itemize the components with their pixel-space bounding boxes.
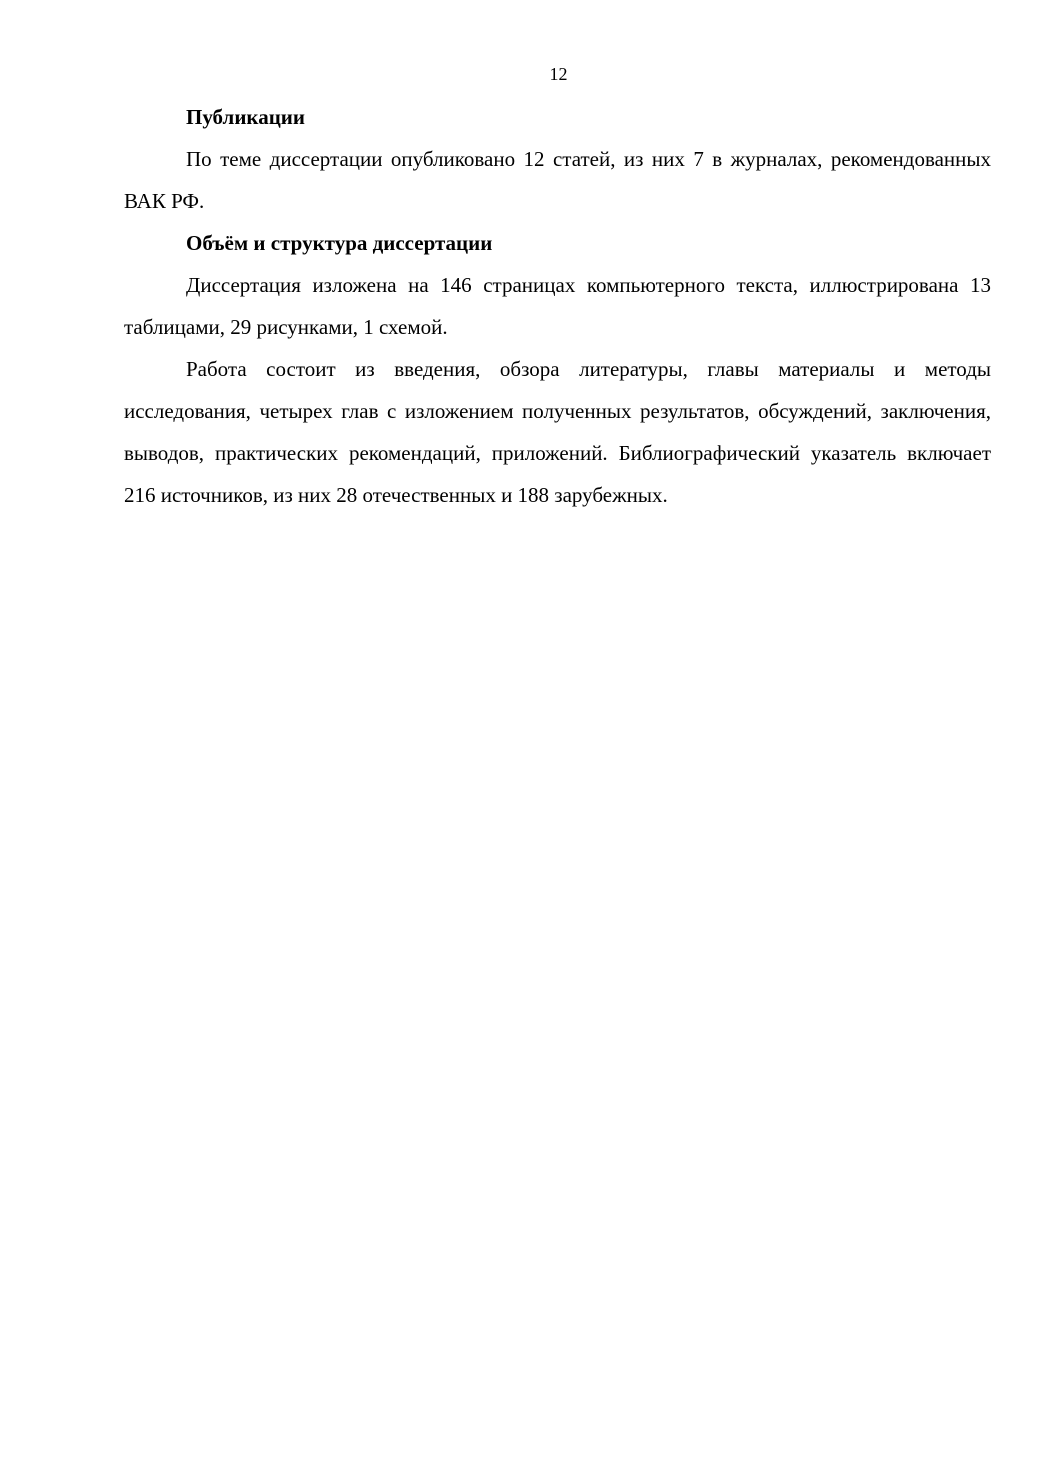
paragraph-volume: Диссертация изложена на 146 страницах компьютерного текста, иллюстрирована 13 таблицами, 29 рисунками, 1 схемой. <box>124 273 991 339</box>
page-number: 12 <box>549 64 568 84</box>
paragraph-publications: По теме диссертации опубликовано 12 статей, из них 7 в журналах, рекомендованных ВАК РФ. <box>124 147 991 213</box>
section-heading-publications: Публикации <box>186 105 305 129</box>
paragraph-structure: Работа состоит из введения, обзора литературы, главы материалы и методы исследования, четырех глав с изложением полученных результатов, обсуждений, заключения, выводов, практических рекомендаций, приложений. Библиографический указатель включает 216 источников, из них 28 отечественных и 188 зарубежных. <box>124 357 991 507</box>
page-body <box>124 96 991 516</box>
section-heading-volume-structure: Объём и структура диссертации <box>186 231 493 255</box>
